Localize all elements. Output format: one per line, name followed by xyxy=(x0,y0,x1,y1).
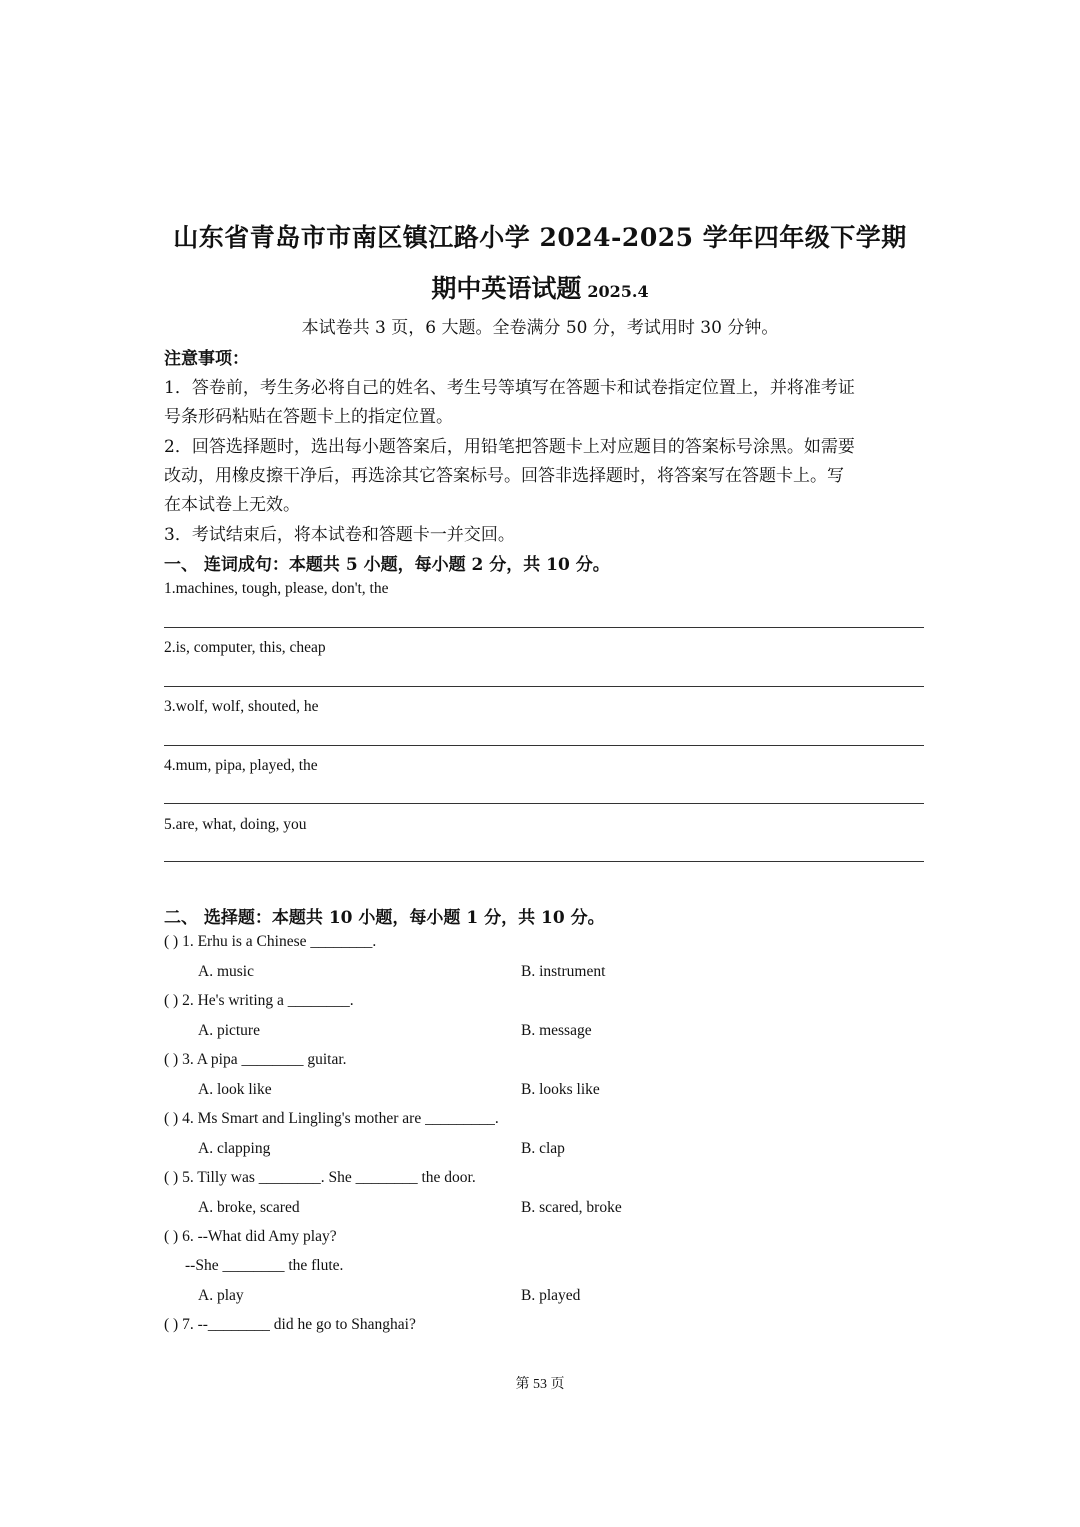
exam-title-line2 xyxy=(0,269,1080,305)
section1-question: 1.machines, tough, please, don't, the xyxy=(164,580,389,597)
exam-summary: 本试卷共 3 页，6 大题。全卷满分 50 分，考试用时 30 分钟。 xyxy=(301,318,779,338)
choice-option-b: B. message xyxy=(521,1022,592,1039)
choice-option-b: B. looks like xyxy=(521,1081,600,1098)
section1-question: 4.mum, pipa, played, the xyxy=(164,757,318,774)
answer-line xyxy=(164,803,924,804)
choice-question: ( ) 2. He's writing a ________. xyxy=(164,992,354,1009)
answer-line xyxy=(164,686,924,687)
choice-question-reply: --She ________ the flute. xyxy=(185,1257,344,1274)
section2-heading: 二、 选择题：本题共 10 小题，每小题 1 分，共 10 分。 xyxy=(164,908,605,928)
choice-option-a: A. clapping xyxy=(198,1140,271,1157)
choice-question: ( ) 6. --What did Amy play? xyxy=(164,1228,337,1245)
notice-line: 在本试卷上无效。 xyxy=(164,495,300,515)
notice-line: 2．回答选择题时，选出每小题答案后，用铅笔把答题卡上对应题目的答案标号涂黑。如需要 xyxy=(164,437,855,457)
answer-line xyxy=(164,745,924,746)
choice-option-a: A. music xyxy=(198,963,254,980)
notice-line: 3．考试结束后，将本试卷和答题卡一并交回。 xyxy=(164,525,515,545)
exam-title-text: 期中英语试题 xyxy=(431,274,582,303)
section1-question: 3.wolf, wolf, shouted, he xyxy=(164,698,319,715)
choice-question: ( ) 4. Ms Smart and Lingling's mother are _________. xyxy=(164,1110,499,1127)
notice-heading: 注意事项： xyxy=(164,349,249,369)
choice-question: ( ) 5. Tilly was ________. She ________ the door. xyxy=(164,1169,476,1186)
choice-option-a: A. play xyxy=(198,1287,244,1304)
choice-option-b: B. played xyxy=(521,1287,581,1304)
choice-option-a: A. picture xyxy=(198,1022,260,1039)
answer-line xyxy=(164,861,924,862)
choice-question: ( ) 1. Erhu is a Chinese ________. xyxy=(164,933,377,950)
notice-line: 号条形码粘贴在答题卡上的指定位置。 xyxy=(164,407,453,427)
choice-option-b: B. instrument xyxy=(521,963,606,980)
choice-question: ( ) 3. A pipa ________ guitar. xyxy=(164,1051,347,1068)
exam-date: 2025.4 xyxy=(587,282,649,301)
choice-option-a: A. look like xyxy=(198,1081,272,1098)
answer-line xyxy=(164,627,924,628)
choice-option-b: B. clap xyxy=(521,1140,565,1157)
section1-heading: 一、 连词成句：本题共 5 小题，每小题 2 分，共 10 分。 xyxy=(164,555,610,575)
choice-option-b: B. scared, broke xyxy=(521,1199,622,1216)
choice-option-a: A. broke, scared xyxy=(198,1199,300,1216)
section1-question: 5.are, what, doing, you xyxy=(164,816,307,833)
exam-title-line1: 山东省青岛市市南区镇江路小学 2024-2025 学年四年级下学期 xyxy=(173,223,907,252)
notice-line: 1．答卷前，考生务必将自己的姓名、考生号等填写在答题卡和试卷指定位置上，并将准考证 xyxy=(164,378,855,398)
page-number: 第 53 页 xyxy=(515,1377,565,1392)
notice-line: 改动，用橡皮擦干净后，再选涂其它答案标号。回答非选择题时，将答案写在答题卡上。写 xyxy=(164,466,844,486)
choice-question: ( ) 7. --________ did he go to Shanghai? xyxy=(164,1316,416,1333)
section1-question: 2.is, computer, this, cheap xyxy=(164,639,326,656)
